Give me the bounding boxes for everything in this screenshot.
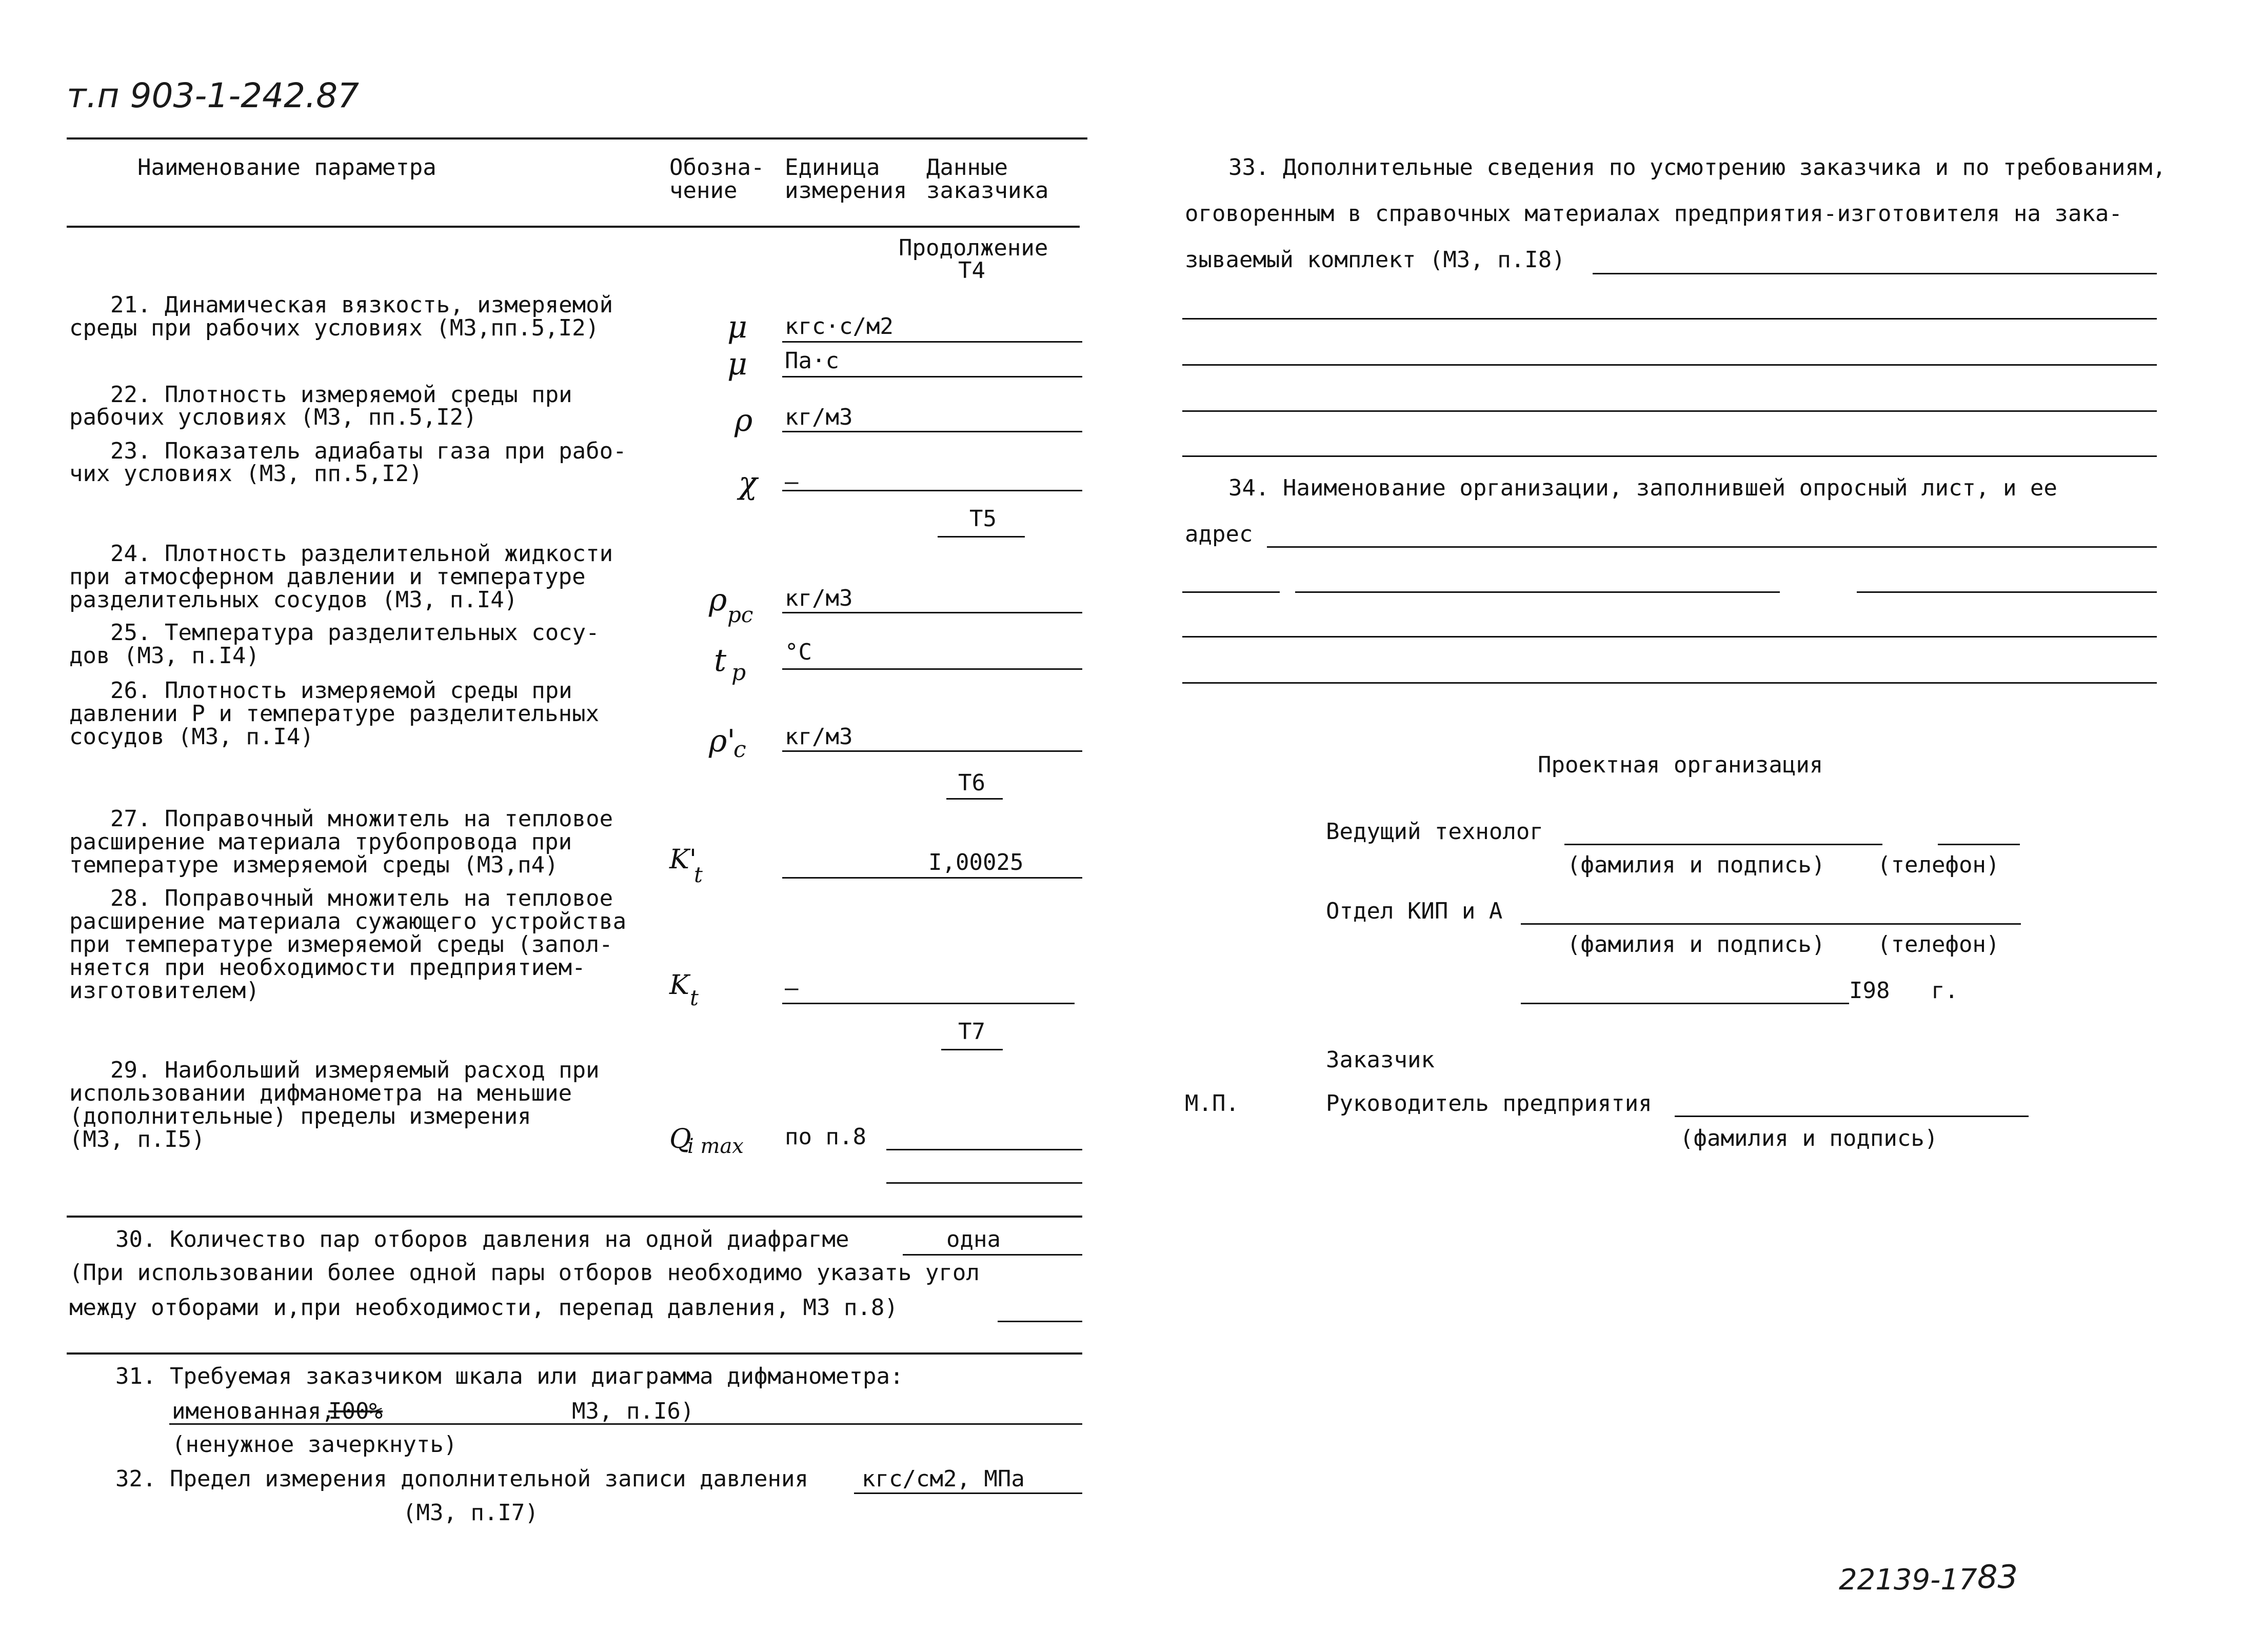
table-t5-label: Т5 <box>969 506 997 532</box>
kip-department-phone-note: (телефон) <box>1877 931 2000 958</box>
item-24-line-2: при атмосферном давлении и температуре <box>69 564 586 590</box>
table-t5-underline <box>938 536 1025 538</box>
lead-technologist-signature-note: (фамилия и подпись) <box>1567 852 1825 878</box>
item-24-line <box>782 612 1082 613</box>
enterprise-head-signature-note: (фамилия и подпись) <box>1680 1125 1938 1151</box>
item-27-symbol: K' <box>669 844 697 875</box>
item-31-option-percent: I00% <box>328 1398 383 1424</box>
item-27-line-2: расширение материала трубопровода при <box>69 829 572 855</box>
date-year-suffix: г. <box>1931 978 1958 1004</box>
item-29-symbol-sub: i max <box>687 1134 744 1158</box>
item-33-line-d <box>1182 410 2157 412</box>
item-25-unit: °С <box>785 639 812 665</box>
item-24-symbol-sub: рс <box>727 602 753 627</box>
item-28-line <box>782 1003 1075 1004</box>
item-22-unit: кг/м3 <box>785 404 853 430</box>
document-code: т.п 903-1-242.87 <box>67 76 360 115</box>
item-29-line-4: (МЗ, п.I5) <box>69 1126 205 1152</box>
item-21-line-a <box>782 341 1082 343</box>
lead-technologist-phone-line <box>1938 844 2020 845</box>
item-27-line-3: температуре измеряемой среды (МЗ,п4) <box>69 852 559 878</box>
item-22-line <box>782 431 1082 432</box>
kip-department-line <box>1521 923 2021 925</box>
item-23-line-1: 23. Показатель адиабаты газа при рабо- <box>110 438 627 464</box>
item-21-unit-1: кгс·с/м2 <box>785 313 894 340</box>
item-34-line-c <box>1182 636 2157 638</box>
item-30-line-b <box>998 1321 1082 1322</box>
item-30-value: одна <box>946 1226 1001 1252</box>
item-31-option-named: именованная, <box>172 1398 335 1424</box>
item-25-line <box>782 668 1082 670</box>
item-34-line-b2 <box>1295 591 1780 593</box>
item-31-line <box>169 1423 1082 1425</box>
item-28-line-3: при температуре измеряемой среды (запол- <box>69 931 613 958</box>
item-25-symbol-sub: р <box>731 660 746 686</box>
item-30-line-1: 30. Количество пар отборов давления на одной диафрагме <box>115 1226 849 1252</box>
col-header-data-1: Данные <box>926 154 1008 181</box>
item-26-symbol: ρ' <box>709 723 736 759</box>
item-27-value: I,00025 <box>928 849 1024 875</box>
item-34-line-b1 <box>1182 591 1280 593</box>
item-33-line-b <box>1182 318 2157 320</box>
date-line <box>1521 1003 1849 1004</box>
design-org-title: Проектная организация <box>1538 752 1823 778</box>
item-34-line-1: 34. Наименование организации, заполнившей опросный лист, и ее <box>1228 475 2057 501</box>
section-rule-30 <box>67 1216 1082 1218</box>
item-30-line-2: (При использовании более одной пары отборов необходимо указать угол <box>69 1260 980 1286</box>
lead-technologist-phone-note: (телефон) <box>1877 852 2000 878</box>
item-26-line-2: давлении Р и температуре разделительных <box>69 701 600 727</box>
item-33-line-c <box>1182 364 2157 366</box>
table-top-rule <box>67 137 1087 140</box>
item-29-line-3: (дополнительные) пределы измерения <box>69 1103 531 1129</box>
item-33-line-a <box>1593 273 2157 274</box>
item-24-symbol: ρ <box>709 582 727 618</box>
item-26-line <box>782 750 1082 752</box>
table-t6-underline <box>946 798 1003 800</box>
item-25-line-1: 25. Температура разделительных сосу- <box>110 620 600 646</box>
item-27-line-1: 27. Поправочный множитель на тепловое <box>110 806 613 832</box>
item-23-unit: – <box>785 469 799 495</box>
item-32-line <box>854 1492 1082 1494</box>
footer-code: 22139-17 <box>1839 1563 1977 1597</box>
table-t6-label: Т6 <box>958 770 985 796</box>
item-33-line-3: зываемый комплект (МЗ, п.I8) <box>1185 247 1565 273</box>
item-34-line-a <box>1267 546 2157 548</box>
item-24-line-1: 24. Плотность разделительной жидкости <box>110 541 613 567</box>
kip-department-signature-note: (фамилия и подпись) <box>1567 931 1825 958</box>
item-21-line-2: среды при рабочих условиях (МЗ,пп.5,I2) <box>69 315 600 341</box>
item-25-line-2: дов (МЗ, п.I4) <box>69 643 260 669</box>
date-year: I98 <box>1849 978 1890 1004</box>
table-header-rule <box>67 226 1080 228</box>
item-22-line-2: рабочих условиях (МЗ, пп.5,I2) <box>69 404 477 430</box>
item-28-line-5: изготовителем) <box>69 978 260 1004</box>
item-28-symbol-sub: t <box>690 985 699 1010</box>
item-31-reference: МЗ, п.I6) <box>572 1398 694 1424</box>
item-31-note: (ненужное зачеркнуть) <box>172 1431 458 1458</box>
item-25-symbol: t <box>714 643 727 679</box>
item-23-symbol: χ <box>739 465 758 501</box>
col-header-data-2: заказчика <box>926 177 1049 204</box>
item-28-line-4: няется при необходимости предприятием- <box>69 954 586 981</box>
enterprise-head-signature-line <box>1675 1116 2029 1117</box>
item-29-unit: по п.8 <box>785 1124 866 1150</box>
item-32-line-1: 32. Предел измерения дополнительной записи давления <box>115 1466 809 1492</box>
item-30-line <box>903 1254 1082 1256</box>
item-28-unit: – <box>785 975 799 1001</box>
kip-department-label: Отдел КИП и А <box>1326 898 1503 924</box>
item-29-line-2: использовании дифманометра на меньшие <box>69 1080 572 1106</box>
enterprise-head-label: Руководитель предприятия <box>1326 1090 1652 1117</box>
item-21-symbol-1: μ <box>727 309 747 345</box>
item-32-value: кгс/см2, МПа <box>862 1466 1025 1492</box>
item-26-symbol-sub: с <box>733 737 746 763</box>
col-header-name: Наименование параметра <box>137 154 436 181</box>
item-21-line-b <box>782 376 1082 377</box>
item-28-symbol: K <box>669 970 689 1001</box>
item-21-unit-2: Па·с <box>785 348 839 374</box>
lead-technologist-signature-line <box>1564 844 1882 845</box>
item-29-line-b <box>886 1182 1082 1184</box>
item-24-unit: кг/м3 <box>785 585 853 611</box>
item-21-line-1: 21. Динамическая вязкость, измеряемой <box>110 292 613 318</box>
item-23-line <box>782 490 1082 491</box>
item-30-line-3: между отборами и,при необходимости, перепад давления, МЗ п.8) <box>69 1295 898 1321</box>
item-32-reference: (МЗ, п.I7) <box>403 1500 539 1526</box>
item-21-symbol-2: μ <box>727 346 747 382</box>
item-34-line-2: адрес <box>1185 521 1253 547</box>
col-header-symbol-2: чение <box>669 177 738 204</box>
item-34-line-d <box>1182 682 2157 684</box>
item-24-line-3: разделительных сосудов (МЗ, п.I4) <box>69 587 518 613</box>
item-23-line-2: чих условиях (МЗ, пп.5,I2) <box>69 461 423 487</box>
table-t7-underline <box>941 1049 1003 1050</box>
item-27-line <box>782 877 1082 879</box>
item-33-line-1: 33. Дополнительные сведения по усмотрению заказчика и по требованиям, <box>1228 154 2166 181</box>
item-31-line-1: 31. Требуемая заказчиком шкала или диаграмма дифманометра: <box>115 1363 904 1389</box>
col-header-symbol-1: Обозна- <box>669 154 765 181</box>
item-26-line-3: сосудов (МЗ, п.I4) <box>69 724 314 750</box>
item-29-line-1: 29. Наибольший измеряемый расход при <box>110 1057 600 1083</box>
item-29-line-a <box>886 1149 1082 1150</box>
item-34-line-b3 <box>1857 591 2157 593</box>
table-t7-label: Т7 <box>958 1019 985 1045</box>
col-header-unit-1: Единица <box>785 154 880 181</box>
section-rule-31 <box>67 1352 1082 1355</box>
continuation-label: Продолжение <box>899 235 1048 261</box>
page-number: 83 <box>1977 1558 2018 1596</box>
customer-label: Заказчик <box>1326 1047 1435 1073</box>
item-28-line-1: 28. Поправочный множитель на тепловое <box>110 885 613 911</box>
item-26-line-1: 26. Плотность измеряемой среды при <box>110 678 572 704</box>
item-33-line-2: оговоренным в справочных материалах предприятия-изготовителя на зака- <box>1185 201 2122 227</box>
item-22-line-1: 22. Плотность измеряемой среды при <box>110 382 572 408</box>
item-28-line-2: расширение материала сужающего устройства <box>69 908 627 934</box>
item-26-unit: кг/м3 <box>785 724 853 750</box>
lead-technologist-label: Ведущий технолог <box>1326 819 1543 845</box>
item-22-symbol: ρ <box>735 403 753 439</box>
item-33-line-e <box>1182 455 2157 457</box>
continuation-table-number: Т4 <box>958 257 985 284</box>
item-29-symbol: Q <box>669 1124 691 1155</box>
item-27-symbol-sub: t <box>694 862 703 887</box>
seal-place-label: М.П. <box>1185 1090 1239 1117</box>
col-header-unit-2: измерения <box>785 177 907 204</box>
